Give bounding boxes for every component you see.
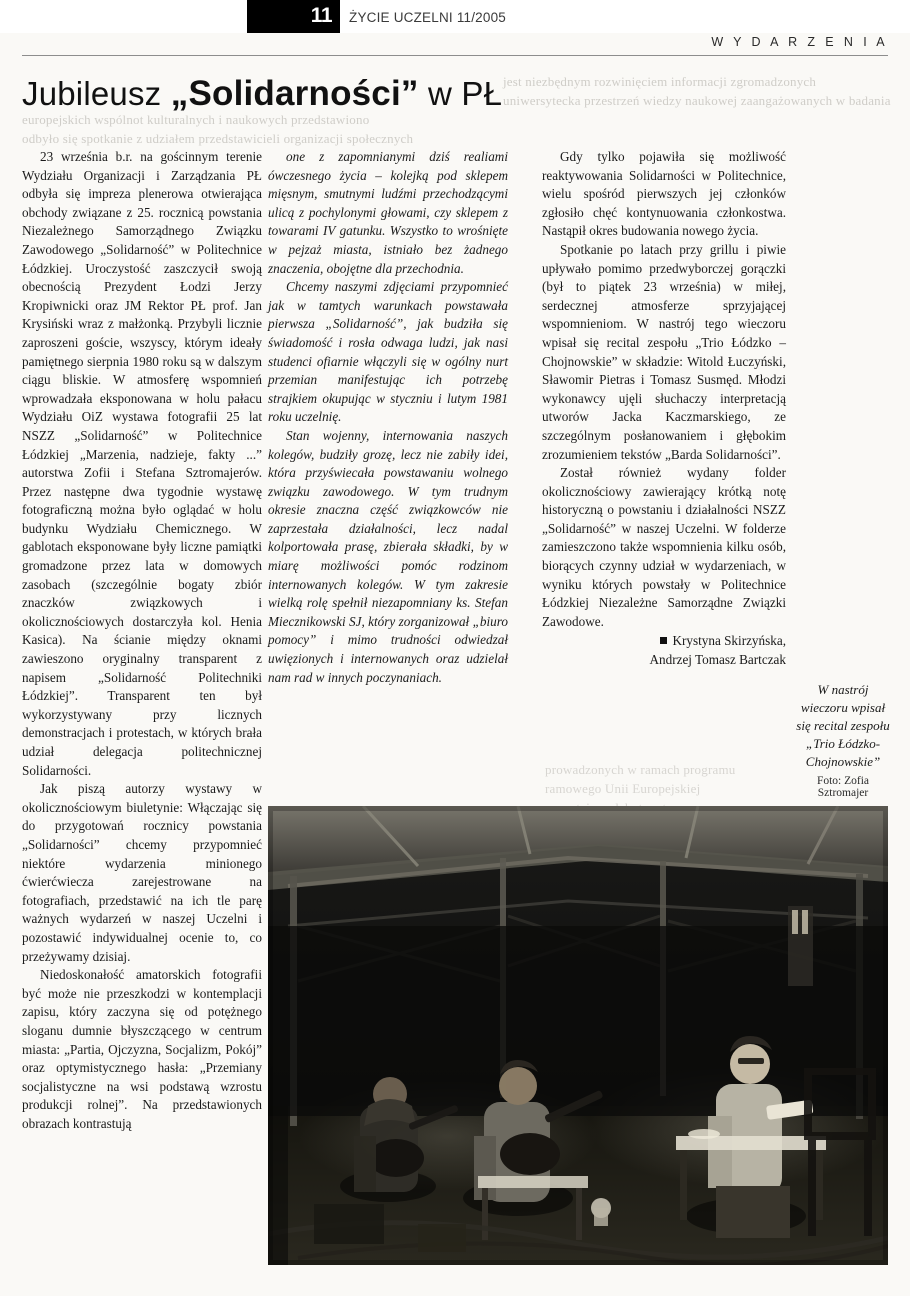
section-label: W Y D A R Z E N I A bbox=[711, 35, 888, 49]
title-bold: „Solidarności” bbox=[170, 74, 419, 113]
ghost-line-5: prowadzonych w ramach programu ramowego Unii Europejskiej bbox=[545, 762, 736, 796]
paragraph: Stan wojenny, internowania naszych kolegów, budziły grozę, lecz nie zabiły idei, która przyświecała powstawaniu wolnego związku zawodowego. W tym trudnym okresie znaczna część związkowców nie zaprzestała działalności, lecz nadal kolportowała prasę, zbierała składki, by w miarę możliwości pomóc rodzinom internowanych kolegów. W tym zakresie wielką rolę spełnił niezapomniany ks. Stefan Miecznikowski SJ, który zorganizował „biuro pomocy” i mimo trudności odwiedzał uwięzionych i internowanych oraz udzielał nam rad w innych poczynaniach. bbox=[268, 427, 508, 685]
event-photograph bbox=[268, 806, 888, 1265]
ghost-line-4: odbyło się spotkanie z udziałem przedstawicieli organizacji społecznych bbox=[22, 131, 414, 146]
ghost-line-3: europejskich wspólnot kulturalnych i naukowych przedstawiono bbox=[22, 112, 370, 127]
paragraph: Został również wydany folder okolicznościowy zawierający krótką notę historyczną o powstaniu i działalności NSZZ „Solidarność” w naszej Uczelni. W folderze zamieszczono także wspomnienia kilku osób, biorących czynny udział w wydarzeniach, w wyniku których powstały w Politechnice Łódzkiej Niezależne Samorządne Związki Zawodowe. bbox=[542, 465, 786, 629]
paragraph: Niedoskonałość amatorskich fotografii być może nie przeszkodzi w kontemplacji zapisu, który zaczyna się od potężnego sloganu dumnie błyszczącego w centrum miasta: „Partia, Ojczyzna, Socjalizm, Pokój” oraz optymistycznego hasła: „Przemiany socjalistyczne na wsi podstawą wzrostu produkcji rolnej”. Na przedstawionych obrazach kontrastują bbox=[22, 967, 262, 1131]
article-column-3 bbox=[542, 148, 786, 669]
paragraph: Jak piszą autorzy wystawy w okolicznościowym biuletynie: Włączając się do przygotowań rocznicy powstania „Solidarności” chcemy przypomnieć niektóre wydarzenia minionego ćwierćwiecza zarejestrowane na fotografiach, przedstawić na ich tle parę ważnych wydarzeń w naszej Uczelni i pozostawić indywidualnej ocenie to, co przeżywamy dzisiaj. bbox=[22, 781, 262, 964]
paragraph: 23 września b.r. na gościnnym terenie Wydziału Organizacji i Zarządzania PŁ odbyła się impreza plenerowa otwierająca obchody związane z 25. rocznicą powstania Niezależnego Samorządnego Związku Zawodowego „Solidarność” w Politechnice Łódzkiej. Uroczystość zaszczycił swoją obecnością Prezydent Łodzi Jerzy Kropiwnicki oraz JM Rektor PŁ prof. Jan Krysiński wraz z małżonką. Przybyli licznie zaproszeni goście, wszyscy, którym ideały pamiętnego sierpnia 1980 roku są w dalszym ciągu bliskie. W atmosferę wspomnień wprowadzała eksponowana w holu pałacu Wydziału OiZ wystawa fotografii 25 lat NSZZ „Solidarność” w Politechnice Łódzkiej „Marzenia, nadzieje, fakty ...” autorstwa Zofii i Stefana Sztromajerów. Przez następne dwa tygodnie wystawę fotograficzną można było oglądać w holu budynku Wydziału Chemicznego. W gablotach eksponowane były liczne pamiątki gromadzone przez lata w domowych zasobach (szczególnie bogaty zbiór znaczków związkowych i okolicznościowych dostarczyła kol. Henia Kasica). Na ścianie między oknami zawieszono oryginalny transparent z napisem „Solidarność Politechniki Łódzkiej”. Transparent ten był wykorzystywany przy licznych demonstracjach i protestach, w których brała udział delegacja politechnicznej Solidarności. bbox=[22, 149, 262, 778]
article-column-2 bbox=[268, 148, 508, 687]
masthead: ŻYCIE UCZELNI 11/2005 bbox=[349, 10, 507, 25]
title-lead: Jubileusz bbox=[22, 75, 171, 112]
paragraph: Spotkanie po latach przy grillu i piwie upływało pomimo przedwyborczej gorączki (był to piątek 23 września) w miłej, serdecznej atmosferze sprzyjającej wspomnieniom. W nastrój tego wieczoru wpisał się recital zespołu „Trio Łódzko – Chojnowskie” w składzie: Witold Łuczyński, Sławomir Pietras i Tomasz Susmęd. Młodzi wykonawcy ujęli słuchaczy interpretacją utworów Jacka Kaczmarskiego, ze szczególnym posłanowaniem i głębokim zrozumieniem tekstów „Barda Solidarności”. bbox=[542, 241, 786, 462]
paragraph: Chcemy naszymi zdjęciami przypomnieć jak w tamtych warunkach powstawała pierwsza „Solidarność”, jak budziła się świadomość i rosła odwaga ludzi, jak nasi studenci ofiarnie włączyli się w ogólny nurt przemian manifestując ich potrzebę strajkiem okupując w styczniu i lutym 1981 roku uczelnię. bbox=[268, 279, 508, 425]
ghost-line-1: jest niezbędnym rozwinięciem informacji zgromadzonych bbox=[503, 74, 817, 89]
title-tail: w PŁ bbox=[418, 75, 503, 112]
author-1: Krystyna Skirzyńska, bbox=[672, 633, 786, 649]
photo-illustration bbox=[268, 806, 888, 1265]
paragraph: Gdy tylko pojawiła się możliwość reaktywowania Solidarności w Politechnice, wielu spośród pierwszych jej członków zgłosiło chęć kontynuowania członkostwa. Nastąpił okres budowania nowego życia. bbox=[542, 149, 786, 239]
ghost-line-2: uniwersytecka przestrzeń wiedzy naukowej zaangażowanych w badania bbox=[503, 93, 891, 108]
paragraph: one z zapomnianymi dziś realiami ówczesnego życia – kolejką pod sklepem mięsnym, smutnymi ludźmi przechodzącymi ulicą z pochylonymi głowami, czy sklepem z towarami IV gatunku. Wszystko to wrośnięte w pejzaż miasta, istniało bez żadnego znaczenia, obojętne dla przechodnia. bbox=[268, 149, 508, 276]
photo-caption: W nastrój wieczoru wpisał się recital zespołu „Trio Łódzko-Chojnowskie” bbox=[796, 682, 890, 769]
author-2: Andrzej Tomasz Bartczak bbox=[649, 652, 786, 668]
article-column-1 bbox=[22, 148, 262, 1133]
issue-number: 11 bbox=[310, 4, 332, 27]
photo-credit: Foto: Zofia Sztromajer bbox=[816, 775, 870, 799]
bullet-square-icon bbox=[660, 637, 667, 644]
ghost-text-top-right bbox=[503, 72, 893, 110]
header-divider bbox=[22, 55, 888, 56]
ghost-text-left bbox=[22, 110, 492, 148]
page-title bbox=[22, 74, 502, 114]
article-signature bbox=[542, 631, 786, 669]
